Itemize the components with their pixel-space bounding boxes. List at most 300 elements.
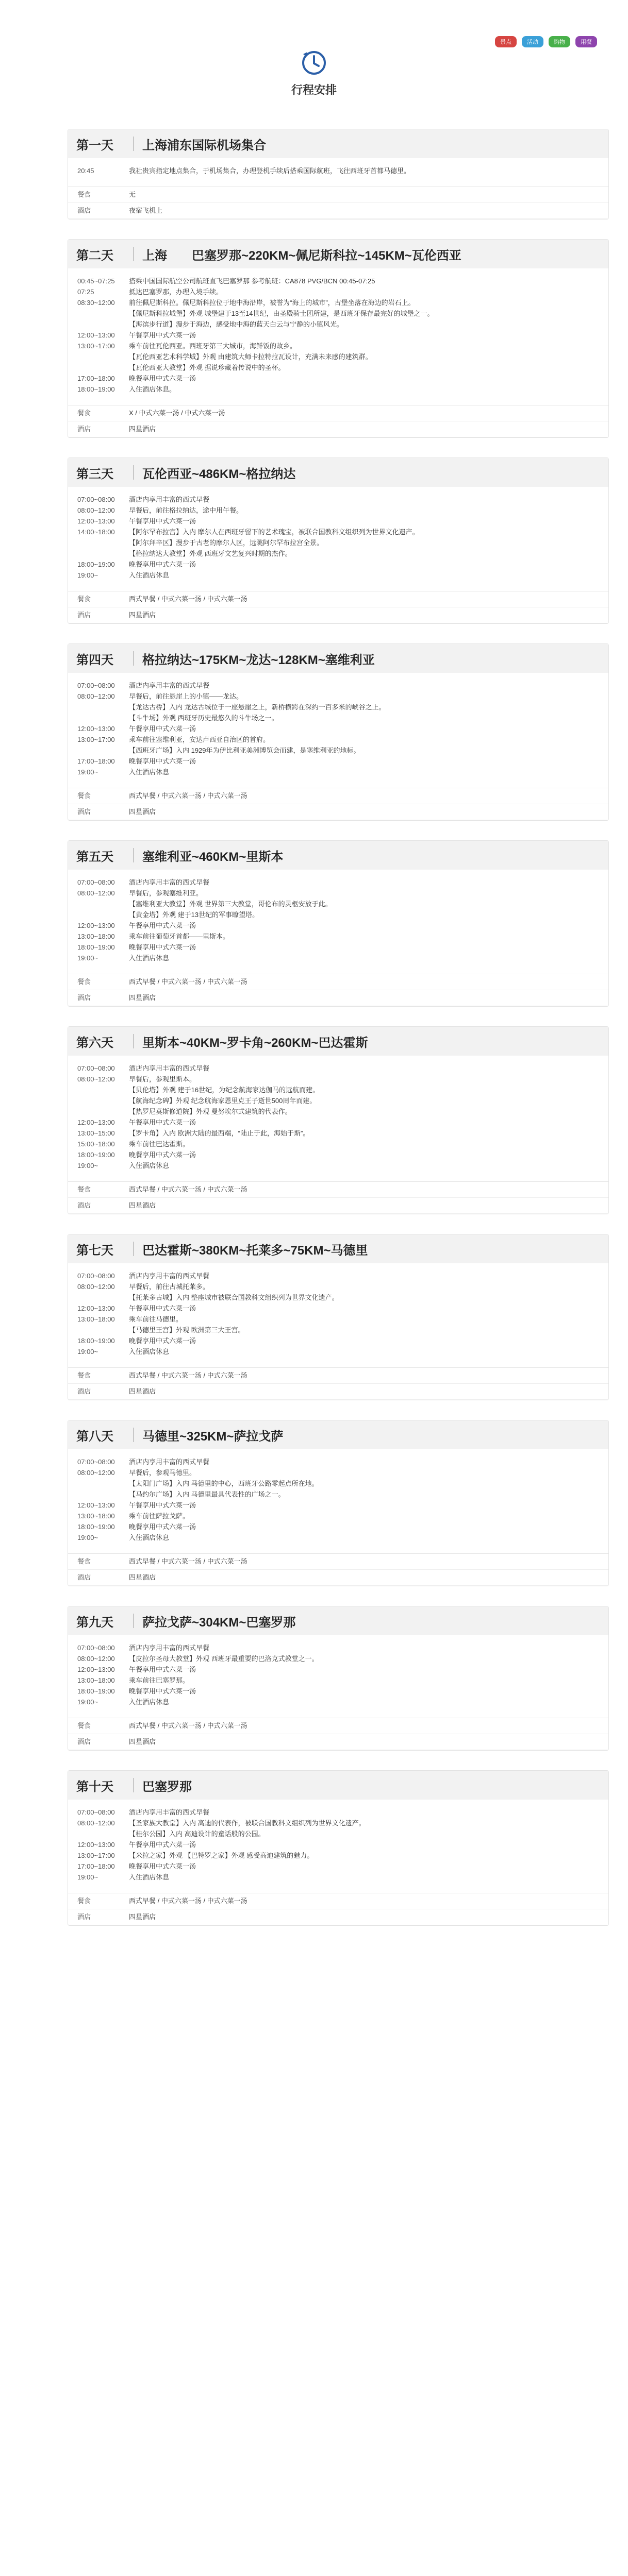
schedule-text: 【格拉纳达大教堂】外观 西班牙文艺复兴时期的杰作。: [129, 550, 292, 557]
schedule-row: [77, 680, 599, 691]
schedule-row: [77, 1489, 599, 1500]
schedule-row: [77, 505, 599, 516]
meal-row: [68, 788, 608, 804]
schedule-time: 13:00~17:00: [77, 1852, 115, 1859]
schedule-time: 15:00~18:00: [77, 1140, 115, 1148]
day-route: 里斯本~40KM~罗卡角~260KM~巴达霍斯: [142, 1036, 368, 1050]
schedule-row: [77, 1511, 599, 1521]
schedule-time: [77, 909, 129, 920]
schedule-row: [77, 942, 599, 953]
schedule-row: [77, 1500, 599, 1511]
schedule-row: [77, 877, 599, 888]
hotel-value: 四星酒店: [129, 808, 156, 816]
schedule-text: 入住酒店休息。: [129, 385, 176, 393]
day-card: [68, 239, 609, 438]
day-label: 第六天: [76, 1036, 113, 1050]
schedule-row: [77, 1084, 599, 1095]
schedule-row: [77, 1270, 599, 1281]
schedule-time: 18:00~19:00: [77, 1523, 115, 1531]
schedule-row: [77, 1106, 599, 1117]
day-route: 格拉纳达~175KM~龙达~128KM~塞维利亚: [142, 653, 375, 667]
day-footer: [68, 591, 608, 623]
day-body: [68, 1263, 608, 1362]
day-header: [68, 1234, 608, 1263]
schedule-text: 【斗牛场】外观 西班牙历史最悠久的斗牛场之一。: [129, 714, 278, 722]
schedule-row: [77, 767, 599, 777]
hotel-row: [68, 990, 608, 1006]
schedule-text: 抵达巴塞罗那，办理入境手续。: [129, 288, 223, 296]
schedule-text: 【贝伦塔】外观 建于16世纪，为纪念航海家达伽马的远航而建。: [129, 1086, 320, 1094]
schedule-time: 19:00~: [77, 954, 98, 962]
schedule-text: 乘车前往马德里。: [129, 1315, 183, 1323]
schedule-row: [77, 1521, 599, 1532]
schedule-time: [77, 1325, 129, 1335]
meal-value: 西式早餐 / 中式六菜一汤 / 中式六菜一汤: [129, 978, 247, 986]
hotel-row: [68, 1734, 608, 1750]
schedule-time: [77, 308, 129, 319]
day-card: [68, 840, 609, 1007]
day-header: [68, 1771, 608, 1800]
day-route: 塞维利亚~460KM~里斯本: [142, 850, 284, 864]
schedule-text: 入住酒店休息: [129, 1162, 170, 1170]
day-label: 第八天: [76, 1429, 113, 1444]
hotel-value: 四星酒店: [129, 1738, 156, 1745]
schedule-row: [77, 931, 599, 942]
day-card: [68, 457, 609, 624]
schedule-text: 【阿尔拜辛区】漫步于古老的摩尔人区，远眺阿尔罕布拉宫全景。: [129, 539, 324, 547]
schedule-row: [77, 1686, 599, 1697]
schedule-row: [77, 899, 599, 909]
meal-label: 餐食: [77, 595, 91, 603]
day-card: [68, 1420, 609, 1586]
hotel-row: [68, 1570, 608, 1586]
schedule-time: 00:45~07:25: [77, 277, 115, 285]
day-footer: [68, 974, 608, 1006]
schedule-text: 入住酒店休息: [129, 1698, 170, 1706]
schedule-time: [77, 713, 129, 723]
schedule-text: 午餐享用中式六菜一汤: [129, 1666, 196, 1673]
day-label: 第三天: [76, 467, 113, 481]
day-label: 第十天: [76, 1780, 113, 1794]
schedule-text: 晚餐享用中式六菜一汤: [129, 375, 196, 382]
meal-value: 无: [129, 191, 136, 198]
schedule-text: 午餐享用中式六菜一汤: [129, 1304, 196, 1312]
schedule-text: 酒店内享用丰富的西式早餐: [129, 878, 210, 886]
hotel-value: 四星酒店: [129, 1573, 156, 1581]
meal-label: 餐食: [77, 1897, 91, 1905]
schedule-row: [77, 1456, 599, 1467]
schedule-text: 晚餐享用中式六菜一汤: [129, 1687, 196, 1695]
schedule-row: [77, 953, 599, 963]
hotel-label: 酒店: [77, 1738, 91, 1745]
legend-pill: 活动: [522, 36, 543, 47]
schedule-time: 18:00~19:00: [77, 561, 115, 568]
schedule-row: [77, 713, 599, 723]
schedule-text: 【塞维利亚大教堂】外观 世界第三大教堂，哥伦布的灵柩安放于此。: [129, 900, 332, 908]
schedule-text: 早餐后，参观里斯本。: [129, 1075, 196, 1083]
schedule-text: 【太阳门广场】入内 马德里的中心，西班牙公路零起点所在地。: [129, 1480, 319, 1487]
schedule-time: 13:00~15:00: [77, 1129, 115, 1137]
schedule-text: 晚餐享用中式六菜一汤: [129, 561, 196, 568]
schedule-time: 14:00~18:00: [77, 528, 115, 536]
meal-row: [68, 1718, 608, 1734]
meal-row: [68, 591, 608, 607]
schedule-text: 乘车前往萨拉戈萨。: [129, 1512, 190, 1520]
meal-value: 西式早餐 / 中式六菜一汤 / 中式六菜一汤: [129, 1722, 247, 1730]
meal-row: [68, 1554, 608, 1570]
schedule-text: 【圣家族大教堂】入内 高迪的代表作，被联合国教科文组织列为世界文化遗产。: [129, 1819, 366, 1827]
schedule-time: 08:00~12:00: [77, 1819, 115, 1827]
schedule-time: 08:00~12:00: [77, 692, 115, 700]
meal-value: X / 中式六菜一汤 / 中式六菜一汤: [129, 409, 225, 417]
divider: [133, 651, 134, 666]
schedule-row: [77, 888, 599, 899]
meal-label: 餐食: [77, 1185, 91, 1193]
schedule-text: 【皮拉尔圣母大教堂】外观 西班牙最重要的巴洛克式教堂之一。: [129, 1655, 319, 1663]
schedule-row: [77, 1335, 599, 1346]
schedule-time: 17:00~18:00: [77, 757, 115, 765]
schedule-text: 午餐享用中式六菜一汤: [129, 1841, 196, 1849]
day-label: 第二天: [76, 248, 113, 263]
schedule-row: [77, 319, 599, 330]
schedule-row: [77, 165, 599, 176]
schedule-row: [77, 1303, 599, 1314]
day-footer: [68, 405, 608, 437]
schedule-text: 入住酒店休息: [129, 954, 170, 962]
schedule-text: 午餐享用中式六菜一汤: [129, 1501, 196, 1509]
schedule-row: [77, 1346, 599, 1357]
day-body: [68, 487, 608, 586]
schedule-row: [77, 1063, 599, 1074]
schedule-row: [77, 1160, 599, 1171]
day-card: [68, 1026, 609, 1214]
hotel-row: [68, 1198, 608, 1214]
schedule-row: [77, 570, 599, 581]
schedule-time: [77, 1095, 129, 1106]
schedule-text: 入住酒店休息: [129, 1873, 170, 1881]
schedule-row: [77, 384, 599, 395]
schedule-row: [77, 1314, 599, 1325]
schedule-row: [77, 745, 599, 756]
schedule-row: [77, 909, 599, 920]
day-card: [68, 1234, 609, 1400]
day-label: 第五天: [76, 850, 113, 864]
day-header: [68, 841, 608, 870]
day-header: [68, 129, 608, 158]
schedule-time: [77, 1489, 129, 1500]
schedule-time: [77, 1478, 129, 1489]
day-body: [68, 1800, 608, 1888]
schedule-text: 酒店内享用丰富的西式早餐: [129, 1808, 210, 1816]
schedule-time: 13:00~18:00: [77, 1512, 115, 1520]
schedule-time: [77, 351, 129, 362]
schedule-text: 我社贵宾指定地点集合，于机场集合，办理登机手续后搭乘国际航班，飞往西班牙首都马德里。: [129, 167, 411, 175]
schedule-row: [77, 1653, 599, 1664]
schedule-row: [77, 1850, 599, 1861]
day-route: 巴达霍斯~380KM~托莱多~75KM~马德里: [142, 1243, 368, 1258]
meal-row: [68, 1182, 608, 1198]
schedule-row: [77, 297, 599, 308]
day-body: [68, 1056, 608, 1176]
schedule-time: 07:00~08:00: [77, 1458, 115, 1466]
schedule-row: [77, 691, 599, 702]
day-label: 第九天: [76, 1615, 113, 1630]
schedule-row: [77, 1467, 599, 1478]
schedule-text: 【阿尔罕布拉宫】入内 摩尔人在西班牙留下的艺术瑰宝，被联合国教科文组织列为世界文化遗产。: [129, 528, 419, 536]
schedule-row: [77, 341, 599, 351]
day-card: [68, 129, 609, 219]
schedule-text: 乘车前往瓦伦西亚。西班牙第三大城市，海鲜饭的故乡。: [129, 342, 297, 350]
hotel-label: 酒店: [77, 1573, 91, 1581]
hotel-row: [68, 1909, 608, 1925]
legend-pill: 景点: [495, 36, 517, 47]
schedule-time: 19:00~: [77, 1873, 98, 1881]
schedule-row: [77, 734, 599, 745]
schedule-time: 18:00~19:00: [77, 1151, 115, 1159]
schedule-text: 【米拉之家】外观 【巴特罗之家】外观 感受高迪建筑的魅力。: [129, 1852, 314, 1859]
schedule-time: 19:00~: [77, 571, 98, 579]
schedule-time: 19:00~: [77, 1348, 98, 1355]
schedule-row: [77, 920, 599, 931]
day-route: 上海 巴塞罗那~220KM~佩尼斯科拉~145KM~瓦伦西亚: [142, 248, 461, 263]
schedule-row: [77, 527, 599, 537]
day-label: 第一天: [76, 138, 113, 152]
schedule-row: [77, 723, 599, 734]
hotel-value: 四星酒店: [129, 1913, 156, 1921]
schedule-text: 午餐享用中式六菜一汤: [129, 725, 196, 733]
schedule-text: 【瓦伦西亚艺术科学城】外观 由建筑大师卡拉特拉瓦设计，充满未来感的建筑群。: [129, 353, 372, 361]
schedule-row: [77, 330, 599, 341]
schedule-row: [77, 1807, 599, 1818]
schedule-row: [77, 1861, 599, 1872]
day-route: 上海浦东国际机场集合: [142, 138, 266, 152]
meal-value: 西式早餐 / 中式六菜一汤 / 中式六菜一汤: [129, 595, 247, 603]
schedule-row: [77, 559, 599, 570]
schedule-text: 晚餐享用中式六菜一汤: [129, 1337, 196, 1345]
schedule-row: [77, 1697, 599, 1707]
meal-label: 餐食: [77, 792, 91, 800]
schedule-text: 【佩尼斯科拉城堡】外观 城堡建于13至14世纪，由圣殿骑士团所建，是西班牙保存最完好的城堡之一。: [129, 310, 434, 317]
day-body: [68, 1635, 608, 1713]
schedule-time: 12:00~13:00: [77, 1501, 115, 1509]
divider: [133, 848, 134, 862]
meal-label: 餐食: [77, 409, 91, 417]
schedule-time: 08:30~12:00: [77, 299, 115, 307]
schedule-text: 前往佩尼斯科拉。佩尼斯科拉位于地中海沿岸，被誉为“海上的城市”，古堡坐落在海边的岩石上。: [129, 299, 415, 307]
schedule-time: 19:00~: [77, 1534, 98, 1541]
schedule-text: 【托莱多古城】入内 整座城市被联合国教科文组织列为世界文化遗产。: [129, 1294, 339, 1301]
hotel-label: 酒店: [77, 994, 91, 1002]
day-footer: [68, 1367, 608, 1400]
schedule-text: 早餐后，前往格拉纳达，途中用午餐。: [129, 506, 243, 514]
meal-row: [68, 1893, 608, 1909]
schedule-time: 12:00~13:00: [77, 1666, 115, 1673]
schedule-time: [77, 362, 129, 373]
schedule-row: [77, 276, 599, 286]
day-header: [68, 1606, 608, 1635]
schedule-row: [77, 362, 599, 373]
day-card: [68, 1770, 609, 1926]
schedule-text: 午餐享用中式六菜一汤: [129, 331, 196, 339]
divider: [133, 465, 134, 480]
hotel-label: 酒店: [77, 207, 91, 214]
schedule-time: 19:00~: [77, 1162, 98, 1170]
meal-label: 餐食: [77, 191, 91, 198]
schedule-time: 17:00~18:00: [77, 1862, 115, 1870]
meal-row: [68, 405, 608, 421]
schedule-row: [77, 351, 599, 362]
schedule-row: [77, 1325, 599, 1335]
schedule-row: [77, 702, 599, 713]
divider: [133, 1242, 134, 1256]
schedule-row: [77, 1139, 599, 1149]
day-label: 第七天: [76, 1243, 113, 1258]
hotel-label: 酒店: [77, 1913, 91, 1921]
meal-value: 西式早餐 / 中式六菜一汤 / 中式六菜一汤: [129, 1185, 247, 1193]
schedule-text: 【罗卡角】入内 欧洲大陆的最西端，“陆止于此，海始于斯”。: [129, 1129, 310, 1137]
schedule-text: 早餐后，前往悬崖上的小镇——龙达。: [129, 692, 243, 700]
schedule-text: 【海滨步行道】漫步于海边，感受地中海的蓝天白云与宁静的小镇风光。: [129, 320, 344, 328]
schedule-row: [77, 1818, 599, 1828]
day-footer: [68, 788, 608, 820]
schedule-time: 19:00~: [77, 768, 98, 776]
schedule-time: [77, 1084, 129, 1095]
schedule-time: [77, 899, 129, 909]
schedule-text: 酒店内享用丰富的西式早餐: [129, 1272, 210, 1280]
hotel-row: [68, 804, 608, 820]
schedule-row: [77, 1664, 599, 1675]
schedule-text: 酒店内享用丰富的西式早餐: [129, 1064, 210, 1072]
schedule-text: 入住酒店休息: [129, 1534, 170, 1541]
schedule-time: 12:00~13:00: [77, 922, 115, 929]
page-header: [0, 49, 628, 97]
schedule-time: 07:00~08:00: [77, 1644, 115, 1652]
day-body: [68, 673, 608, 783]
schedule-text: 晚餐享用中式六菜一汤: [129, 1151, 196, 1159]
day-route: 巴塞罗那: [142, 1780, 192, 1794]
day-header: [68, 240, 608, 268]
schedule-text: 晚餐享用中式六菜一汤: [129, 943, 196, 951]
schedule-text: 酒店内享用丰富的西式早餐: [129, 1458, 210, 1466]
schedule-row: [77, 1675, 599, 1686]
divider: [133, 247, 134, 261]
schedule-time: 18:00~19:00: [77, 1687, 115, 1695]
schedule-time: [77, 702, 129, 713]
schedule-time: [77, 1292, 129, 1303]
schedule-time: [77, 537, 129, 548]
day-footer: [68, 187, 608, 219]
legend-pill: 购物: [549, 36, 570, 47]
divider: [133, 1034, 134, 1048]
schedule-row: [77, 1828, 599, 1839]
schedule-time: [77, 1828, 129, 1839]
meal-label: 餐食: [77, 1371, 91, 1379]
legend-bar: [495, 36, 597, 47]
schedule-time: 12:00~13:00: [77, 1118, 115, 1126]
schedule-text: 入住酒店休息: [129, 1348, 170, 1355]
hotel-label: 酒店: [77, 425, 91, 433]
day-route: 马德里~325KM~萨拉戈萨: [142, 1429, 284, 1444]
schedule-text: 【马约尔广场】入内 马德里最具代表性的广场之一。: [129, 1490, 285, 1498]
schedule-row: [77, 1532, 599, 1543]
schedule-time: [77, 319, 129, 330]
meal-value: 西式早餐 / 中式六菜一汤 / 中式六菜一汤: [129, 1557, 247, 1565]
schedule-row: [77, 1074, 599, 1084]
schedule-time: 18:00~19:00: [77, 943, 115, 951]
schedule-time: 08:00~12:00: [77, 1469, 115, 1477]
schedule-text: 【西班牙广场】入内 1929年为伊比利亚美洲博览会而建，是塞维利亚的地标。: [129, 747, 360, 754]
hotel-value: 四星酒店: [129, 1201, 156, 1209]
schedule-time: 12:00~13:00: [77, 1841, 115, 1849]
schedule-row: [77, 537, 599, 548]
schedule-row: [77, 1872, 599, 1883]
day-body: [68, 1449, 608, 1548]
hotel-value: 四星酒店: [129, 1387, 156, 1395]
itinerary-list: [68, 129, 609, 1945]
schedule-row: [77, 1117, 599, 1128]
schedule-time: 07:00~08:00: [77, 682, 115, 689]
schedule-time: 07:00~08:00: [77, 1272, 115, 1280]
hotel-value: 四星酒店: [129, 611, 156, 619]
schedule-time: 07:00~08:00: [77, 1064, 115, 1072]
schedule-text: 【热罗尼莫斯修道院】外观 曼努埃尔式建筑的代表作。: [129, 1108, 292, 1115]
schedule-text: 【桂尔公园】入内 高迪设计的童话般的公园。: [129, 1830, 265, 1838]
hotel-label: 酒店: [77, 1387, 91, 1395]
meal-label: 餐食: [77, 1557, 91, 1565]
schedule-row: [77, 373, 599, 384]
meal-row: [68, 187, 608, 203]
schedule-time: 08:00~12:00: [77, 1655, 115, 1663]
day-footer: [68, 1893, 608, 1925]
day-header: [68, 644, 608, 673]
schedule-time: 07:00~08:00: [77, 1808, 115, 1816]
schedule-row: [77, 756, 599, 767]
hotel-row: [68, 1384, 608, 1400]
schedule-row: [77, 1149, 599, 1160]
hotel-row: [68, 607, 608, 623]
meal-value: 西式早餐 / 中式六菜一汤 / 中式六菜一汤: [129, 1897, 247, 1905]
meal-row: [68, 974, 608, 990]
day-body: [68, 158, 608, 181]
schedule-text: 早餐后，前往古城托莱多。: [129, 1283, 210, 1291]
schedule-time: 18:00~19:00: [77, 1337, 115, 1345]
schedule-row: [77, 1478, 599, 1489]
schedule-text: 入住酒店休息: [129, 571, 170, 579]
divider: [133, 1614, 134, 1628]
day-footer: [68, 1553, 608, 1586]
meal-row: [68, 1368, 608, 1384]
day-body: [68, 870, 608, 969]
schedule-text: 午餐享用中式六菜一汤: [129, 922, 196, 929]
schedule-time: 07:00~08:00: [77, 878, 115, 886]
hotel-label: 酒店: [77, 808, 91, 816]
schedule-text: 乘车前往葡萄牙首都——里斯本。: [129, 933, 230, 940]
schedule-time: 20:45: [77, 167, 94, 175]
schedule-text: 早餐后，参观塞维利亚。: [129, 889, 203, 897]
schedule-text: 早餐后，参观马德里。: [129, 1469, 196, 1477]
schedule-text: 晚餐享用中式六菜一汤: [129, 757, 196, 765]
meal-label: 餐食: [77, 1722, 91, 1730]
schedule-text: 酒店内享用丰富的西式早餐: [129, 496, 210, 503]
schedule-text: 乘车前往巴达霍斯。: [129, 1140, 190, 1148]
schedule-row: [77, 1128, 599, 1139]
clock-icon: [300, 49, 328, 77]
divider: [133, 137, 134, 151]
schedule-time: 13:00~17:00: [77, 736, 115, 743]
meal-value: 西式早餐 / 中式六菜一汤 / 中式六菜一汤: [129, 792, 247, 800]
hotel-row: [68, 421, 608, 437]
schedule-time: 12:00~13:00: [77, 725, 115, 733]
